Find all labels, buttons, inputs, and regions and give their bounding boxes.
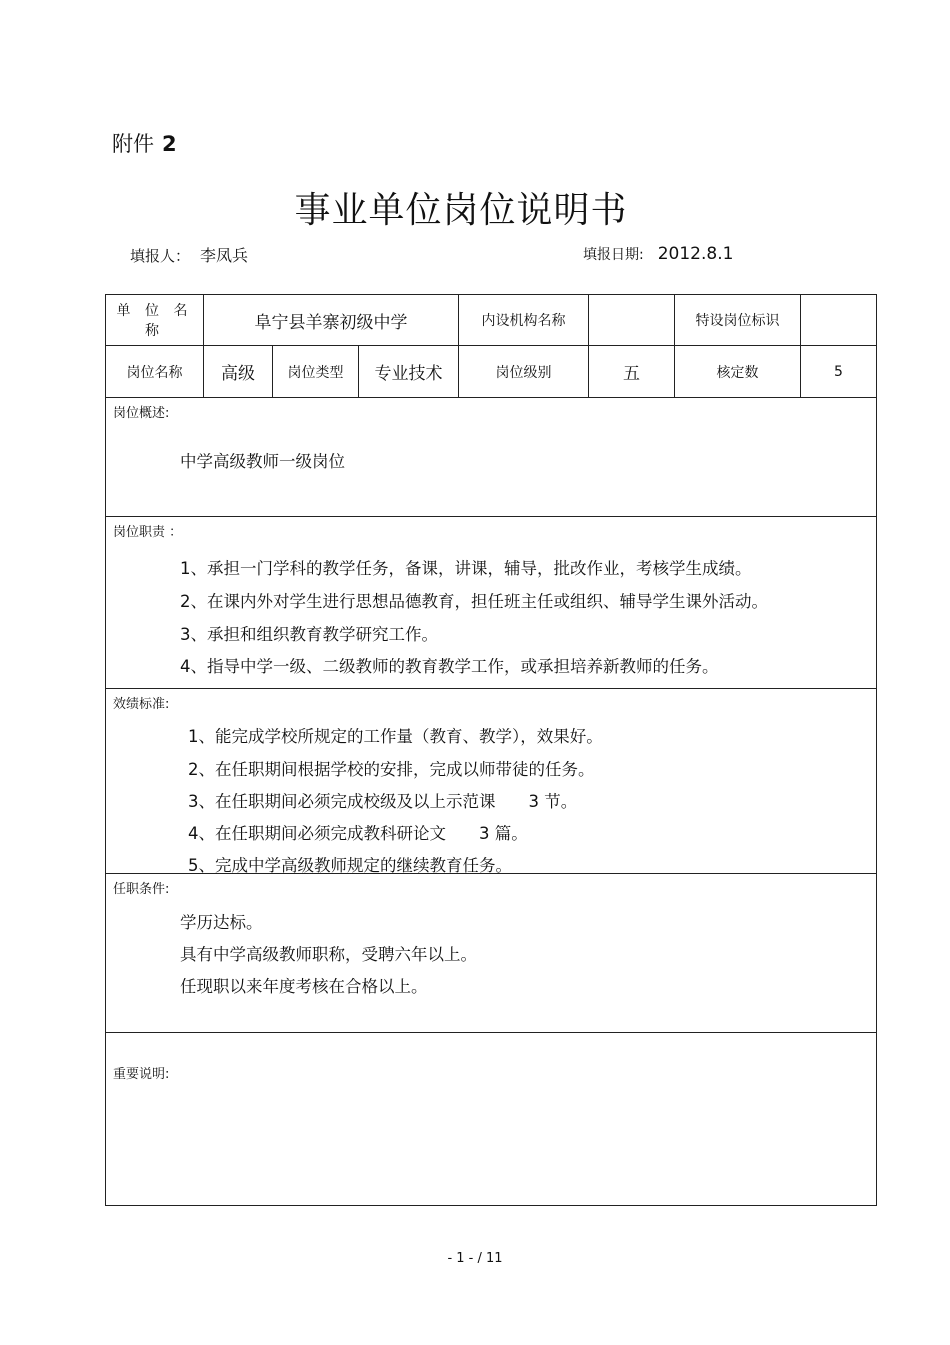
- table-row-duties: [106, 517, 877, 689]
- table-row-post: [106, 346, 877, 398]
- duty-item: 1、承担一门学科的教学任务，备课，讲课，辅导，批改作业，考核学生成绩。: [180, 559, 752, 578]
- unit-name-value: 阜宁县羊寨初级中学: [204, 295, 459, 346]
- table-row-performance: [106, 689, 877, 874]
- notes-section: [106, 1033, 877, 1206]
- performance-item: 3、在任职期间必须完成校级及以上示范课 3 节。: [188, 792, 578, 811]
- post-level-label: 岗位级别: [459, 346, 589, 398]
- table-row-overview: [106, 398, 877, 517]
- performance-item: 5、完成中学高级教师规定的继续教育任务。: [188, 856, 512, 875]
- overview-label: 岗位概述:: [113, 406, 170, 421]
- filler-info: [130, 243, 248, 266]
- notes-label: 重要说明:: [113, 1067, 170, 1082]
- post-type-label: 岗位类型: [273, 346, 359, 398]
- page-number: - 1 - / 11: [447, 1251, 503, 1266]
- fill-date-info: [583, 244, 733, 264]
- duty-item: 4、指导中学一级、二级教师的教育教学工作，或承担培养新教师的任务。: [180, 657, 719, 676]
- attachment-number: 2: [162, 132, 177, 156]
- table-row-unit: [106, 295, 877, 346]
- post-name-value: 高级: [204, 346, 273, 398]
- unit-name-label: 单 位 名 称: [106, 295, 204, 346]
- overview-text: 中学高级教师一级岗位: [180, 452, 345, 471]
- performance-label: 效绩标准:: [113, 697, 170, 712]
- attachment-text: 附件: [112, 132, 154, 156]
- special-post-label: 特设岗位标识: [675, 295, 801, 346]
- special-post-value: [801, 295, 877, 346]
- filler-label: 填报人：: [130, 247, 191, 265]
- page-title: 事业单位岗位说明书: [294, 190, 628, 231]
- qualification-item: 任现职以来年度考核在合格以上。: [180, 977, 428, 996]
- duty-item: 3、承担和组织教育教学研究工作。: [180, 625, 438, 644]
- performance-section: [106, 689, 877, 874]
- performance-item: 4、在任职期间必须完成教科研论文 3 篇。: [188, 824, 528, 843]
- duties-label: 岗位职责 ：: [113, 525, 183, 540]
- post-type-value: 专业技术: [359, 346, 459, 398]
- qualifications-label: 任职条件:: [113, 882, 170, 897]
- table-row-qualifications: [106, 874, 877, 1033]
- filler-name: 李凤兵: [200, 246, 249, 265]
- performance-item: 2、在任职期间根据学校的安排，完成以师带徒的任务。: [188, 760, 595, 779]
- duty-item: 2、在课内外对学生进行思想品德教育，担任班主任或组织、辅导学生课外活动。: [180, 592, 768, 611]
- fill-date-label: 填报日期:: [583, 247, 644, 263]
- performance-item: 1、能完成学校所规定的工作量（教育、教学），效果好。: [188, 727, 603, 746]
- post-name-label: 岗位名称: [106, 346, 204, 398]
- qualification-item: 学历达标。: [180, 913, 263, 932]
- dept-name-value: [589, 295, 675, 346]
- job-description-table: [105, 294, 877, 1206]
- quota-value: 5: [801, 346, 877, 398]
- dept-name-label: 内设机构名称: [459, 295, 589, 346]
- duties-section: [106, 517, 877, 689]
- qualifications-section: [106, 874, 877, 1033]
- qualification-item: 具有中学高级教师职称，受聘六年以上。: [180, 945, 477, 964]
- overview-section: [106, 398, 877, 517]
- fill-date-value: 2012.8.1: [657, 244, 734, 264]
- post-level-value: 五: [589, 346, 675, 398]
- attachment-label: [112, 128, 177, 158]
- table-row-notes: [106, 1033, 877, 1206]
- quota-label: 核定数: [675, 346, 801, 398]
